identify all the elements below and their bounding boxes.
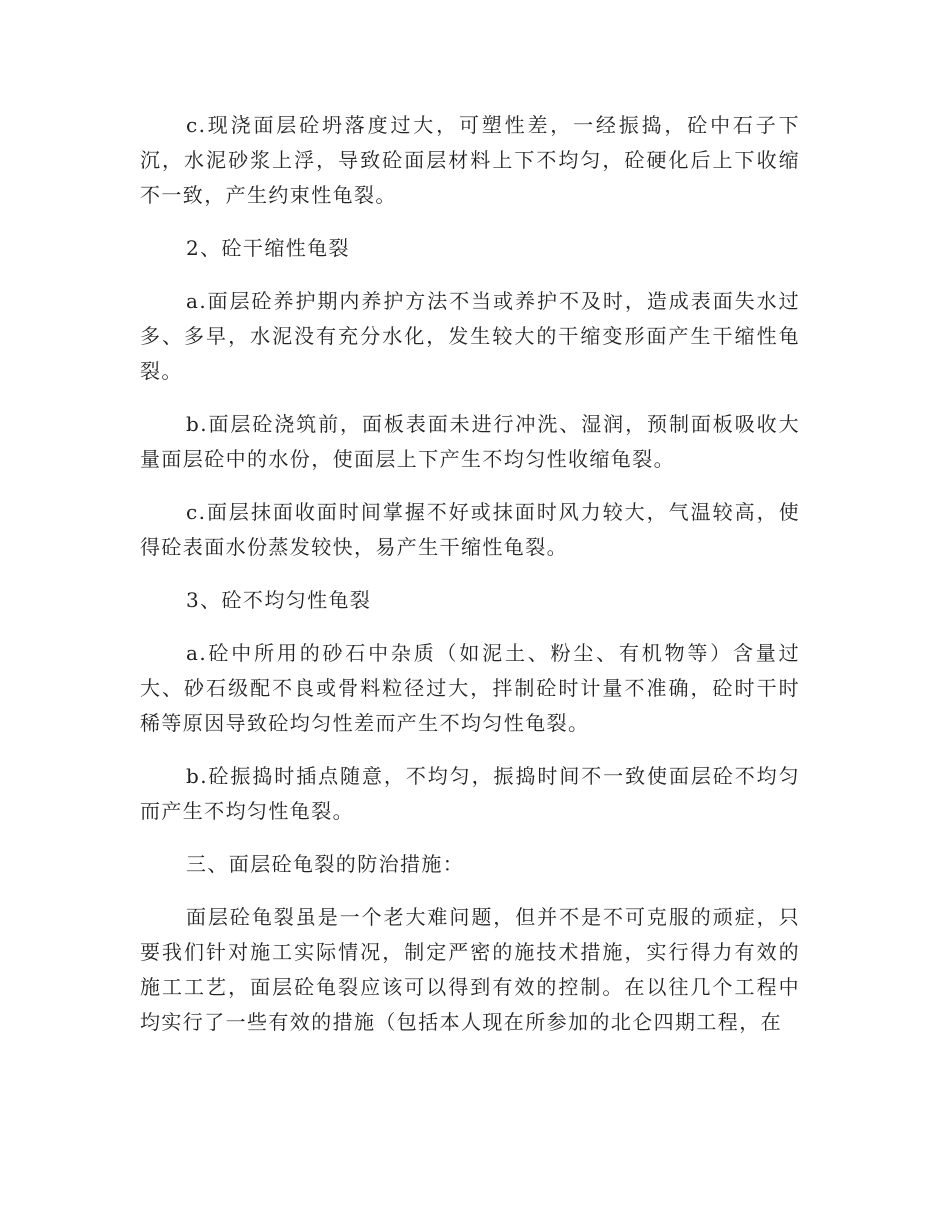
paragraph-b-vibration: b.砼振捣时插点随意，不均匀，振捣时间不一致使面层砼不均匀而产生不均匀性龟裂。 (140, 764, 800, 823)
paragraph-c-slump: c.现浇面层砼坍落度过大，可塑性差，一经振捣，砼中石子下沉，水泥砂浆上浮，导致砼面层材料上下不均匀，砼硬化后上下收缩不一致，产生约束性龟裂。 (140, 113, 800, 207)
section-heading-prevention: 三、面层砼龟裂的防治措施： (186, 852, 465, 876)
paragraph-c-finishing: c.面层抹面收面时间掌握不好或抹面时风力较大，气温较高，使得砼表面水份蒸发较快，易产生干缩性龟裂。 (140, 500, 800, 559)
paragraph-a-curing: a.面层砼养护期内养护方法不当或养护不及时，造成表面失水过多、多早，水泥没有充分水化，发生较大的干缩变形面产生干缩性龟裂。 (140, 289, 800, 383)
paragraph-a-aggregate: a.砼中所用的砂石中杂质（如泥土、粉尘、有机物等）含量过大、砂石级配不良或骨料粒径过大，拌制砼时计量不准确，砼时干时稀等原因导致砼均匀性差而产生不均匀性龟裂。 (140, 641, 800, 735)
paragraph-prevention-intro: 面层砼龟裂虽是一个老大难问题，但并不是不可克服的顽症，只要我们针对施工实际情况，制定严密的施技术措施，实行得力有效的施工工艺，面层砼龟裂应该可以得到有效的控制。在以往几个工程中均实行了一些有效的措施（包括本人现在所参加的北仑四期工程，在 (140, 905, 800, 1034)
section-heading-shrinkage-cracking: 2、砼干缩性龟裂 (186, 236, 350, 260)
section-heading-uneven-cracking: 3、砼不均匀性龟裂 (186, 588, 372, 612)
paragraph-b-wetting: b.面层砼浇筑前，面板表面未进行冲洗、湿润，预制面板吸收大量面层砼中的水份，使面层上下产生不均匀性收缩龟裂。 (140, 412, 800, 471)
document-body (140, 108, 800, 1058)
